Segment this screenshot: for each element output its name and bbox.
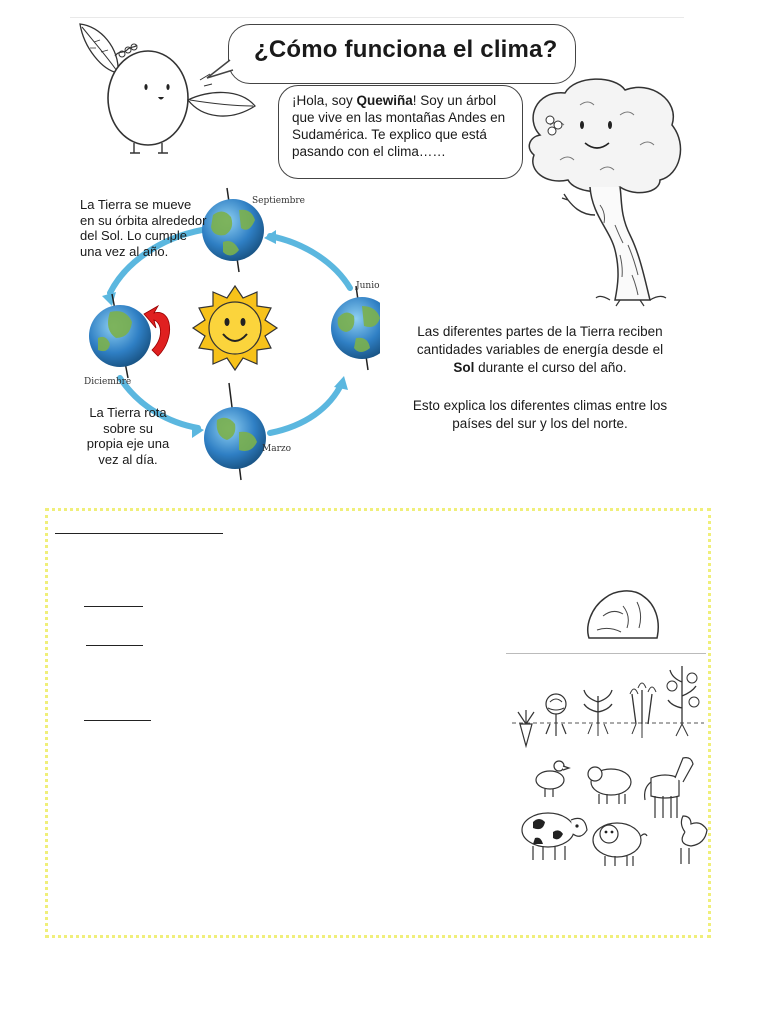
speech-name: Quewiña — [356, 93, 413, 108]
earth-globe-icon — [331, 286, 380, 370]
month-label-december: Diciembre — [84, 377, 132, 387]
sun-icon — [193, 286, 277, 370]
plants-icon — [506, 662, 706, 750]
answer-blank-3 — [84, 720, 151, 721]
month-label-march: Marzo — [262, 444, 292, 454]
month-label-june: Junio — [356, 281, 380, 291]
answer-blank-2 — [86, 645, 143, 646]
month-label-september: Septiembre — [252, 196, 305, 206]
earth-globe-icon — [89, 294, 151, 378]
info-paragraph-climates: Esto explica los diferentes climas entre los países del sur y los del norte. — [412, 398, 668, 431]
rock-icon — [583, 586, 663, 646]
tree-character-icon — [520, 75, 690, 310]
title-bubble-tail — [205, 58, 235, 80]
earth-globe-icon — [204, 383, 266, 480]
picture-divider — [506, 653, 706, 654]
info-paragraph-energy: Las diferentes partes de la Tierra reciben cantidades variables de energía desde el Sol durante el curso del año. — [416, 324, 664, 375]
rotation-text: La Tierra rota sobre su propia eje una vez al día. — [86, 405, 170, 467]
page-title: ¿Cómo funciona el clima? — [254, 36, 558, 63]
orbit-text: La Tierra se mueve en su órbita alrededor del Sol. Lo cumple una vez al año. — [80, 197, 207, 259]
farm-animals-icon — [515, 752, 710, 874]
answer-blank-1 — [84, 606, 143, 607]
speech-text: ¡Hola, soy Quewiña! Soy un árbol que vive en las montañas Andes en Sudamérica. Te explico que está pasando con el clima…… — [292, 93, 506, 159]
heading-blank-line — [55, 533, 223, 534]
